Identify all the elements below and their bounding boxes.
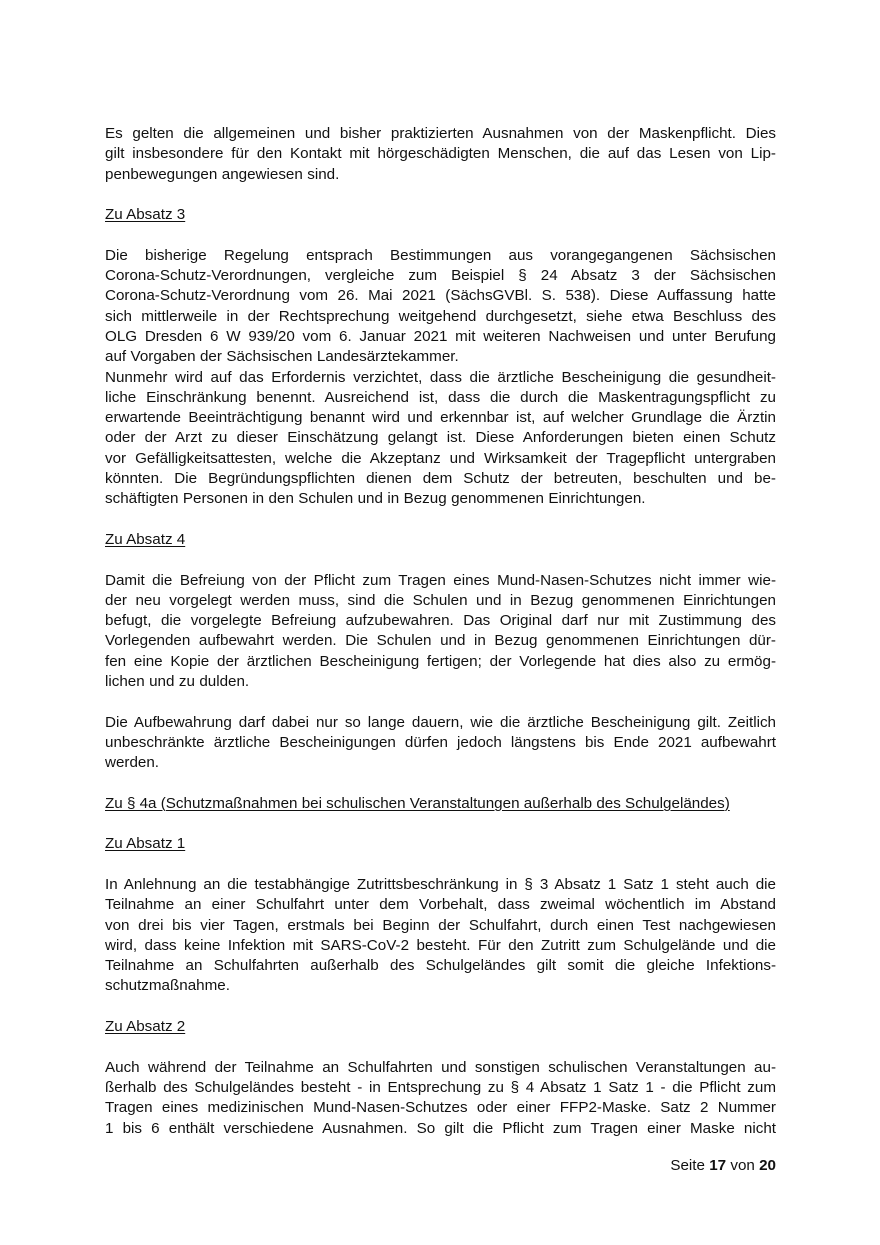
text-line: von drei bis vier Tagen, erstmals bei Beginn der Schulfahrt, durch einen Test nachgewiesen — [105, 916, 776, 934]
text-line: gilt insbesondere für den Kontakt mit hörgeschädigten Menschen, die auf das Lesen von Lip- — [105, 145, 776, 163]
text-line: unbeschränkte ärztliche Bescheinigungen dürfen jedoch längstens bis Ende 2021 aufbewahrt — [105, 733, 776, 751]
text-line: schutzmaßnahme. — [105, 977, 230, 995]
text-line: schäftigten Personen in den Schulen und in Bezug genommenen Einrichtungen. — [105, 490, 646, 508]
section-heading: Zu Absatz 3 — [105, 206, 186, 224]
section-heading: Zu Absatz 4 — [105, 530, 186, 548]
text-line: Corona-Schutz-Verordnungen, vergleiche zum Beispiel § 24 Absatz 3 der Sächsischen — [105, 267, 776, 285]
paragraph — [105, 1058, 776, 1139]
text-line: Vorlegenden aufbewahrt werden. Die Schulen und in Bezug genommenen Einrichtungen dür- — [105, 632, 776, 650]
text-line: auf Vorgaben der Sächsischen Landesärztekammer. — [105, 348, 459, 366]
text-line: Nunmehr wird auf das Erfordernis verzichtet, dass die ärztliche Bescheinigung die gesundheit- — [105, 368, 776, 386]
text-line: Auch während der Teilnahme an Schulfahrten und sonstigen schulischen Veranstaltungen au- — [105, 1058, 776, 1076]
text-line: vor Gefälligkeitsattesten, welche die Akzeptanz und Wirksamkeit der Tragepflicht untergraben — [105, 449, 776, 467]
text-line: der neu vorgelegt werden muss, sind die Schulen und in Bezug genommenen Einrichtungen — [105, 591, 776, 609]
text-line: Tragen eines medizinischen Mund-Nasen-Schutzes oder einer FFP2-Maske. Satz 2 Nummer — [105, 1099, 776, 1117]
text-line: OLG Dresden 6 W 939/20 vom 6. Januar 2021 mit weiteren Nachweisen und unter Berufung — [105, 327, 776, 345]
page-number-prefix: Seite — [670, 1157, 705, 1174]
text-line: werden. — [105, 754, 160, 772]
paragraph-gap — [105, 692, 776, 712]
section-heading: Zu Absatz 2 — [105, 1018, 186, 1036]
text-line: lichen und zu dulden. — [105, 673, 250, 691]
text-line: ßerhalb des Schulgeländes besteht - in Entsprechung zu § 4 Absatz 1 Satz 1 - die Pflicht zum — [105, 1078, 776, 1096]
paragraph-gap — [105, 550, 776, 570]
paragraph — [105, 713, 776, 774]
text-line: sich mittlerweile in der Rechtsprechung weitgehend durchgesetzt, siehe etwa Beschluss des — [105, 307, 776, 325]
page-number-total: 20 — [759, 1157, 776, 1174]
text-line: In Anlehnung an die testabhängige Zutrittsbeschränkung in § 3 Absatz 1 Satz 1 steht auch die — [105, 875, 776, 893]
paragraph — [105, 246, 776, 510]
text-line: liche Einschränkung benennt. Ausreichend ist, dass die durch die Maskentragungspflicht zu — [105, 388, 776, 406]
text-line: 1 bis 6 enthält verschiedene Ausnahmen. So gilt die Pflicht zum Tragen einer Maske nicht — [105, 1119, 776, 1137]
paragraph-gap — [105, 1037, 776, 1057]
text-line: Corona-Schutz-Verordnung vom 26. Mai 2021 (SächsGVBl. S. 538). Diese Auffassung hatte — [105, 287, 776, 305]
text-line: fen eine Kopie der ärztlichen Bescheinigung fertigen; der Vorlegende hat dies also zu ermög- — [105, 652, 776, 670]
text-line: erwartende Beeinträchtigung benannt wird und erkennbar ist, auf welcher Grundlage die Ärztin — [105, 409, 776, 427]
paragraph — [105, 124, 776, 185]
text-line: Es gelten die allgemeinen und bisher praktizierten Ausnahmen von der Maskenpflicht. Dies — [105, 125, 776, 142]
text-line: oder der Arzt zu dieser Einschätzung gelangt ist. Diese Anforderungen bieten einen Schutz — [105, 429, 776, 447]
paragraph-gap — [105, 855, 776, 875]
section-heading: Zu Absatz 1 — [105, 835, 186, 853]
text-line: Die Aufbewahrung darf dabei nur so lange dauern, wie die ärztliche Bescheinigung gilt. Zeitlich — [105, 713, 776, 731]
paragraph-gap — [105, 997, 776, 1017]
paragraph-gap — [105, 185, 776, 205]
text-line: Damit die Befreiung von der Pflicht zum Tragen eines Mund-Nasen-Schutzes nicht immer wie- — [105, 571, 776, 589]
paragraph-gap — [105, 225, 776, 245]
paragraph-gap — [105, 774, 776, 794]
paragraph — [105, 571, 776, 693]
section-heading: Zu § 4a (Schutzmaßnahmen bei schulischen Veranstaltungen außerhalb des Schulgeländes) — [105, 794, 730, 812]
text-line: Teilnahme an Schulfahrten außerhalb des Schulgeländes gilt somit die gleiche Infektions- — [105, 957, 776, 975]
paragraph-gap — [105, 814, 776, 834]
text-line: Die bisherige Regelung entsprach Bestimmungen aus vorangegangenen Sächsischen — [105, 246, 776, 264]
text-line: befugt, die vorgelegte Befreiung aufzubewahren. Das Original darf nur mit Zustimmung des — [105, 612, 776, 630]
text-line: penbewegungen angewiesen sind. — [105, 165, 340, 183]
page-number-current: 17 — [709, 1157, 727, 1174]
page-number — [670, 1156, 776, 1176]
text-line: könnten. Die Begründungspflichten dienen dem Schutz der betreuten, beschulten und be- — [105, 470, 776, 488]
text-line: wird, dass keine Infektion mit SARS-CoV-2 besteht. Für den Zutritt zum Schulgelände und die — [105, 936, 776, 954]
document-page — [105, 124, 776, 1139]
page-number-middle: von — [730, 1157, 755, 1174]
paragraph-gap — [105, 510, 776, 530]
paragraph — [105, 875, 776, 997]
text-line: Teilnahme an einer Schulfahrt unter dem Vorbehalt, dass zweimal wöchentlich im Abstand — [105, 896, 776, 914]
